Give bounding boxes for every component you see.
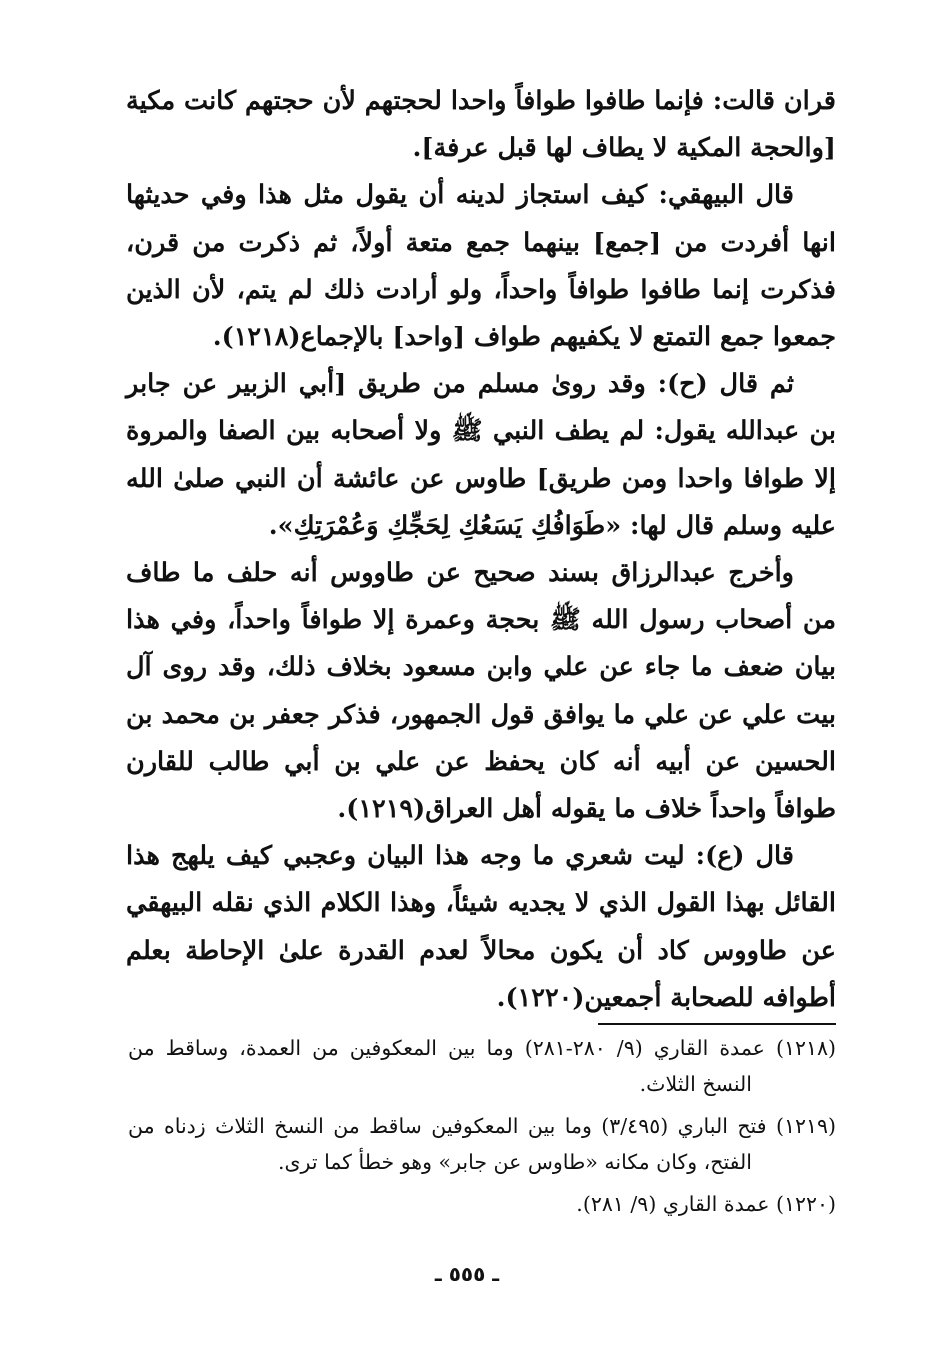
main-text — [126, 78, 836, 1022]
paragraph: وأخرج عبدالرزاق بسند صحيح عن طاووس أنه حلف ما طاف من أصحاب رسول الله ﷺ بحجة وعمرة إلا طوافاً واحداً، وفي هذا بيان ضعف ما جاء عن علي وابن مسعود بخلاف ذلك، وقد روى آل بيت علي عن علي ما يوافق قول الجمهور، فذكر جعفر بن محمد بن الحسين عن أبيه أنه كان يحفظ عن علي بن أبي طالب للقارن طوافاً واحداً خلاف ما يقوله أهل العراق(١٢١٩). — [126, 558, 836, 825]
footnotes — [128, 1030, 836, 1228]
footnote: (١٢١٨) عمدة القاري (٩/ ٢٨٠-٢٨١) وما بين المعكوفين من العمدة، وساقط من النسخ الثلاث. — [128, 1036, 836, 1096]
paragraph: قران قالت: فإنما طافوا طوافاً واحدا لحجتهم لأن حجتهم كانت مكية [والحجة المكية لا يطاف لها قبل عرفة]. — [126, 86, 836, 164]
footnote: (١٢١٩) فتح الباري (٣/٤٩٥) وما بين المعكوفين ساقط من النسخ الثلاث زدناه من الفتح، وكان مكانه «طاوس عن جابر» وهو خطأ كما ترى. — [128, 1114, 836, 1174]
paragraph: قال البيهقي: كيف استجاز لدينه أن يقول مثل هذا وفي حديثها انها أفردت من [جمع] بينهما جمع متعة أولاً، ثم ذكرت من قرن، فذكرت إنما طافوا طوافاً واحداً، ولو أرادت ذلك لم يتم، لأن الذين جمعوا جمع التمتع لا يكفيهم طواف [واحد] بالإجماع(١٢١٨). — [126, 180, 836, 353]
footnote: (١٢٢٠) عمدة القاري (٩/ ٢٨١). — [576, 1192, 836, 1216]
page-number: ـ ٥٥٥ ـ — [434, 1262, 500, 1286]
paragraph: ثم قال (ح): وقد روىٰ مسلم من طريق [أبي الزبير عن جابر بن عبدالله يقول: لم يطف النبي ﷺ ولا أصحابه بين الصفا والمروة إلا طوافا واحدا ومن طريق] طاوس عن عائشة أن النبي صلىٰ الله عليه وسلم قال لها: «طَوَافُكِ يَسَعُكِ لِحَجِّكِ وَعُمْرَتِكِ». — [126, 369, 837, 541]
footnote-divider — [598, 1023, 836, 1025]
paragraph: قال (ع): ليت شعري ما وجه هذا البيان وعجبي كيف يلهج هذا القائل بهذا القول الذي لا يجديه شيئاً، وهذا الكلام الذي نقله البيهقي عن طاووس كاد أن يكون محالاً لعدم القدرة علىٰ الإحاطة بعلم أطوافه للصحابة أجمعين(١٢٢٠). — [126, 841, 836, 1013]
